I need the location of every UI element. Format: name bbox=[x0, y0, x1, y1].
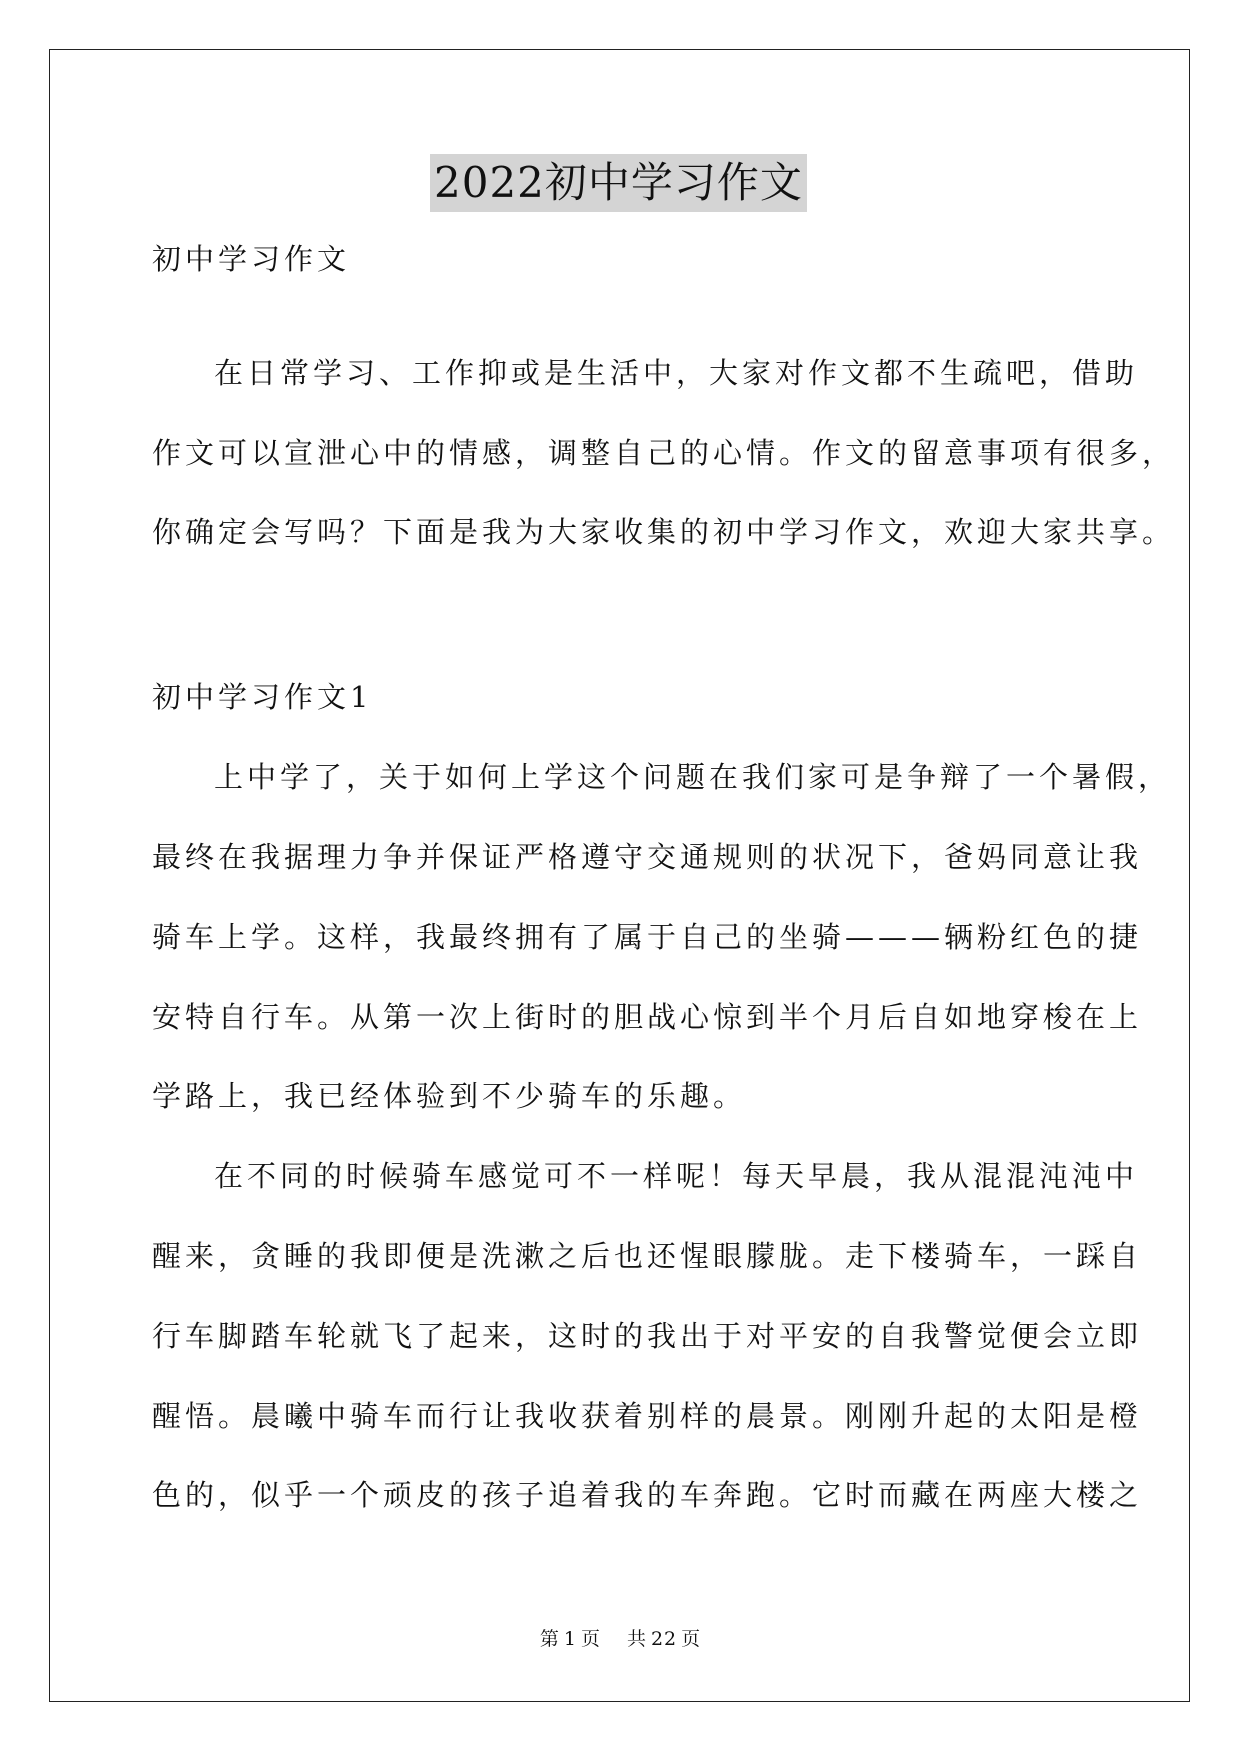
intro-line: 作文可以宣泄心中的情感，调整自己的心情。作文的留意事项有很多， bbox=[152, 436, 1176, 470]
footer-total-pages: 22 bbox=[650, 1628, 678, 1650]
footer-page-suffix: 页 bbox=[580, 1628, 601, 1650]
paragraph-line: 醒来，贪睡的我即便是洗漱之后也还惺眼朦胧。走下楼骑车，一踩自 bbox=[152, 1239, 1143, 1273]
footer-page-prefix: 第 bbox=[539, 1628, 560, 1650]
paragraph-line: 学路上，我已经体验到不少骑车的乐趣。 bbox=[152, 1079, 747, 1113]
intro-line: 你确定会写吗？下面是我为大家收集的初中学习作文，欢迎大家共享。 bbox=[152, 515, 1176, 549]
page-footer bbox=[0, 1624, 1241, 1651]
footer-total-prefix: 共 bbox=[626, 1628, 647, 1650]
section-heading: 初中学习作文1 bbox=[152, 680, 373, 714]
document-title: 2022初中学习作文 bbox=[430, 154, 807, 212]
paragraph-line: 色的，似乎一个顽皮的孩子追着我的车奔跑。它时而藏在两座大楼之 bbox=[152, 1478, 1143, 1512]
footer-total-suffix: 页 bbox=[681, 1628, 702, 1650]
paragraph-line: 安特自行车。从第一次上街时的胆战心惊到半个月后自如地穿梭在上 bbox=[152, 1000, 1143, 1034]
paragraph-line: 在不同的时候骑车感觉可不一样呢！每天早晨，我从混混沌沌中 bbox=[214, 1159, 1139, 1193]
document-subtitle: 初中学习作文 bbox=[152, 242, 351, 276]
paragraph-line: 最终在我据理力争并保证严格遵守交通规则的状况下，爸妈同意让我 bbox=[152, 840, 1143, 874]
intro-line: 在日常学习、工作抑或是生活中，大家对作文都不生疏吧，借助 bbox=[214, 356, 1139, 390]
paragraph-line: 醒悟。晨曦中骑车而行让我收获着别样的晨景。刚刚升起的太阳是橙 bbox=[152, 1399, 1143, 1433]
paragraph-line: 行车脚踏车轮就飞了起来，这时的我出于对平安的自我警觉便会立即 bbox=[152, 1319, 1143, 1353]
footer-page-number: 1 bbox=[563, 1628, 577, 1650]
paragraph-line: 骑车上学。这样，我最终拥有了属于自己的坐骑———辆粉红色的捷 bbox=[152, 920, 1143, 954]
paragraph-line: 上中学了，关于如何上学这个问题在我们家可是争辩了一个暑假， bbox=[214, 760, 1172, 794]
